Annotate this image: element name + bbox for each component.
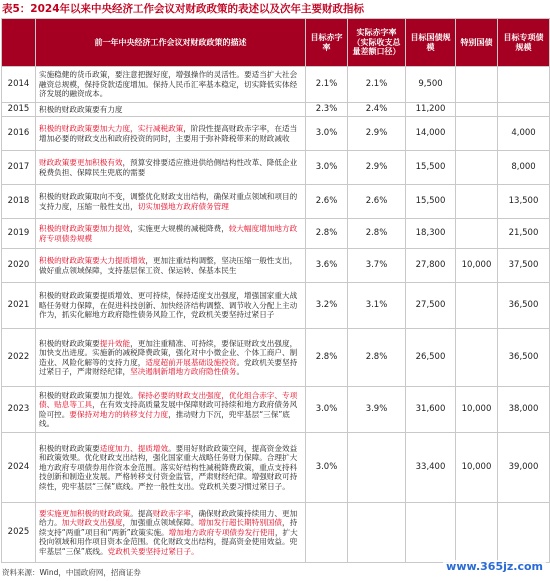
cell-actual-deficit: 3.1% (348, 283, 406, 329)
description-text: ，更加注重结构调整，坚决压缩一般性支出，做好重点领域保障，支持基层保工资、保运转、保基本民生 (39, 256, 298, 275)
header-target-bond: 目标国债规模 (406, 19, 456, 67)
row-description (36, 249, 306, 283)
cell-target-deficit: 3.0% (306, 117, 348, 151)
cell-target-bond: 14,000 (406, 117, 456, 151)
cell-local-special: 21,500 (498, 219, 550, 249)
description-text: ，在有效支持高质量发展中保障财政可持续和地方政府债务风险可控。 (39, 400, 298, 419)
cell-actual-deficit: 2.8% (348, 329, 406, 387)
description-text: 积极的财政政策要加力提效。 (39, 390, 138, 400)
row-year: 2015 (2, 103, 36, 117)
cell-special-bond (456, 151, 498, 185)
description-text: ，推动财力下沉，兜牢基层“三保”底线。 (39, 409, 290, 428)
row-description (36, 185, 306, 219)
cell-local-special: 4,000 (498, 117, 550, 151)
cell-special-bond (456, 67, 498, 103)
description-text: 积极的财政政策要 (39, 338, 100, 348)
description-text: 积极的财政政策要提质增效、更可持续，保持适度支出强度，增强国家重大战略任务财力保障，在促进科技创新、加快经济结构调整、调节收入分配上主动作为，抓实化解地方政府隐性债务风险工作，党政机关要坚持过紧日子 (39, 291, 298, 320)
cell-target-deficit: 2.6% (306, 185, 348, 219)
emphasis-text: 提升效能 (99, 338, 131, 348)
description-text: ，扩大投向领域和用作项目资本金范围。优化财政支出结构，提高资金使用效益。兜牢基层“三保”底线。 (39, 527, 298, 556)
description-text: 积极的财政政策取向不变，调整优化财政支出结构，确保对重点领域和项目的支持力度，压缩一般性支出， (39, 192, 298, 211)
header-local-special: 目标专项债规模 (498, 19, 550, 67)
row-year: 2018 (2, 185, 36, 219)
description-text: ，阶段性提高财政赤字率，在适当增加必要的财政支出和政府投资的同时，主要用于弥补降税带来的财政减收 (39, 124, 298, 143)
table-row (2, 103, 550, 117)
cell-target-bond: 27,800 (406, 249, 456, 283)
emphasis-text: 加大财政支出强度 (61, 518, 123, 528)
emphasis-text: 适度超前开展基础设施投资 (145, 357, 237, 367)
row-description (36, 283, 306, 329)
description-text: ，持续支持“两重”项目和“两新”政策实施。 (39, 518, 298, 537)
cell-target-bond: 26,500 (406, 329, 456, 387)
header-year (2, 19, 36, 67)
cell-target-bond: 15,500 (406, 151, 456, 185)
description-text: ，实施更大规模的减税降费， (130, 224, 229, 234)
description-text: ，预算安排要适应推进供给侧结构性改革、降低企业税费负担、保障民生兜底的需要 (39, 158, 298, 177)
description-text: 积极的财政政策要有力度 (39, 104, 123, 114)
row-year: 2014 (2, 67, 36, 103)
cell-target-deficit: 3.0% (306, 151, 348, 185)
description-text: 实施稳健的货币政策，要注意把握好度，增强操作的灵活性。要适当扩大社会融资总规模，保持贷款适度增加。保持人民币汇率基本稳定，切实降低实体经济发展的融资成本。 (39, 70, 298, 99)
emphasis-text: 增加发行超长期特别国债 (198, 518, 282, 528)
cell-target-bond: 15,500 (406, 185, 456, 219)
cell-target-deficit: 2.3% (306, 103, 348, 117)
cell-local-special: 13,500 (498, 185, 550, 219)
header-target-deficit: 目标赤字率 (306, 19, 348, 67)
cell-target-bond: 31,600 (406, 387, 456, 433)
table-row (2, 503, 550, 563)
row-description (36, 103, 306, 117)
cell-target-bond: 11,200 (406, 103, 456, 117)
row-year: 2024 (2, 433, 36, 503)
cell-target-deficit: 2.1% (306, 67, 348, 103)
emphasis-text: 要实施更加积极的财政政策 (39, 508, 131, 518)
description-text: 。 (236, 366, 245, 376)
row-year: 2022 (2, 329, 36, 387)
fiscal-policy-table (1, 18, 550, 563)
cell-target-bond: 9,500 (406, 67, 456, 103)
emphasis-text: 较大幅度增加地方政府专项债券规模 (39, 224, 298, 243)
cell-special-bond (456, 103, 498, 117)
header-special-bond: 特别国债 (456, 19, 498, 67)
row-year: 2019 (2, 219, 36, 249)
cell-target-deficit: 2.8% (306, 219, 348, 249)
cell-special-bond (456, 117, 498, 151)
emphasis-text: 党政机关要坚持过紧日子。 (107, 546, 199, 556)
cell-special-bond (456, 283, 498, 329)
description-text: ，确保财政政策持续用力、更加给力。 (39, 508, 298, 528)
row-description (36, 151, 306, 185)
emphasis-text: 增加地方政府专项债券发行使用 (168, 527, 275, 537)
header-description: 前一年中央经济工作会议对财政政策的描述 (36, 19, 306, 67)
cell-special-bond: 10,000 (456, 249, 498, 283)
cell-local-special: 39,000 (498, 433, 550, 503)
description-text: ，加强重点领域保障。 (122, 518, 199, 528)
emphasis-text: 保持必要的财政支出强度，优化组合赤字、专项债、贴息等工具 (39, 390, 298, 410)
table-row (2, 249, 550, 283)
cell-target-deficit (306, 503, 348, 563)
cell-local-special (498, 103, 550, 117)
cell-target-deficit: 3.2% (306, 283, 348, 329)
watermark-logo: www.365jz.com (443, 560, 546, 573)
cell-actual-deficit: 2.9% (348, 117, 406, 151)
description-text: 。党政机关要坚持过紧日子，严肃财经纪律， (39, 357, 298, 376)
table-row (2, 151, 550, 185)
cell-local-special: 36,500 (498, 329, 550, 387)
cell-special-bond (456, 219, 498, 249)
description-text: 积极的财政政策要 (39, 443, 100, 453)
emphasis-text: 切实加强地方政府债务管理 (137, 201, 229, 211)
cell-special-bond: 10,000 (456, 433, 498, 503)
table-row (2, 387, 550, 433)
cell-actual-deficit: 3.7% (348, 249, 406, 283)
cell-actual-deficit: 2.6% (348, 185, 406, 219)
cell-special-bond (456, 329, 498, 387)
row-year: 2023 (2, 387, 36, 433)
emphasis-text: 积极的财政政策要大力提质增效 (39, 256, 146, 266)
row-description (36, 387, 306, 433)
table-row (2, 67, 550, 103)
emphasis-text: 财政赤字率 (152, 508, 191, 518)
cell-special-bond (456, 503, 498, 563)
table-row (2, 433, 550, 503)
emphasis-text: 要保持对地方的转移支付力度 (69, 409, 169, 419)
table-row (2, 117, 550, 151)
cell-target-bond (406, 503, 456, 563)
cell-actual-deficit (348, 503, 406, 563)
emphasis-text: 积极的财政政策要加力提效 (39, 224, 131, 234)
row-year: 2016 (2, 117, 36, 151)
row-year: 2025 (2, 503, 36, 563)
cell-local-special: 37,500 (498, 249, 550, 283)
cell-special-bond: 10,000 (456, 387, 498, 433)
row-year: 2020 (2, 249, 36, 283)
row-year: 2017 (2, 151, 36, 185)
cell-local-special: 8,000 (498, 151, 550, 185)
cell-actual-deficit: 3.9% (348, 387, 406, 433)
row-description (36, 503, 306, 563)
row-description (36, 219, 306, 249)
emphasis-text: 坚决遏制新增地方政府隐性债务 (130, 366, 237, 376)
description-text: ，更加注重精准、可持续，要保证财政支出强度，加快支出进度。实施新的减税降费政策，强化对中小微企业、个体工商户、制造业、风险化解等的支持力度， (39, 338, 298, 367)
description-text: 。要用好财政政策空间，提高资金效益和政策效果。优化财政支出结构，强化国家重大战略任务财力保障。合理扩大地方政府专项债券用作资本金范围。落实好结构性减税降费政策，重点支持科技创新和制造业发展。严格转移支付资金监管，严肃财经纪律。增强财政可持续性，兜牢基层“三保”底线。严控一般性支出。党政机关要习惯过紧日子。 (39, 443, 298, 491)
cell-target-bond: 33,400 (406, 433, 456, 503)
cell-actual-deficit: 2.1% (348, 67, 406, 103)
cell-actual-deficit: 2.9% (348, 151, 406, 185)
cell-local-special (498, 67, 550, 103)
cell-local-special: 38,000 (498, 387, 550, 433)
table-row (2, 283, 550, 329)
table-row (2, 219, 550, 249)
row-description (36, 433, 306, 503)
cell-special-bond (456, 185, 498, 219)
row-year: 2021 (2, 283, 36, 329)
cell-actual-deficit: 2.8% (348, 219, 406, 249)
cell-actual-deficit (348, 433, 406, 503)
emphasis-text: 财政政策要更加积极有效 (39, 158, 123, 168)
emphasis-text: 适度加力、提质增效 (99, 443, 169, 453)
row-description (36, 329, 306, 387)
emphasis-text: 积极的财政政策要加大力度，实行减税政策 (39, 124, 184, 134)
cell-local-special: 36,500 (498, 283, 550, 329)
cell-target-deficit: 3.0% (306, 387, 348, 433)
table-row (2, 329, 550, 387)
cell-target-bond: 18,300 (406, 219, 456, 249)
cell-actual-deficit: 2.4% (348, 103, 406, 117)
table-row (2, 185, 550, 219)
cell-target-deficit: 2.8% (306, 329, 348, 387)
source-note: 资料来源：Wind，中国政府网，招商证券 (2, 568, 141, 577)
row-description (36, 67, 306, 103)
cell-target-deficit: 3.0% (306, 433, 348, 503)
row-description (36, 117, 306, 151)
header-actual-deficit: 实际赤字率（实际收支总量差额口径） (348, 19, 406, 67)
description-text: 。提高 (130, 508, 153, 518)
cell-target-bond: 27,500 (406, 283, 456, 329)
cell-local-special (498, 503, 550, 563)
table-title: 表5：2024年以来中央经济工作会议对财政政策的表述以及次年主要财政指标 (2, 3, 365, 15)
cell-target-deficit: 3.6% (306, 249, 348, 283)
